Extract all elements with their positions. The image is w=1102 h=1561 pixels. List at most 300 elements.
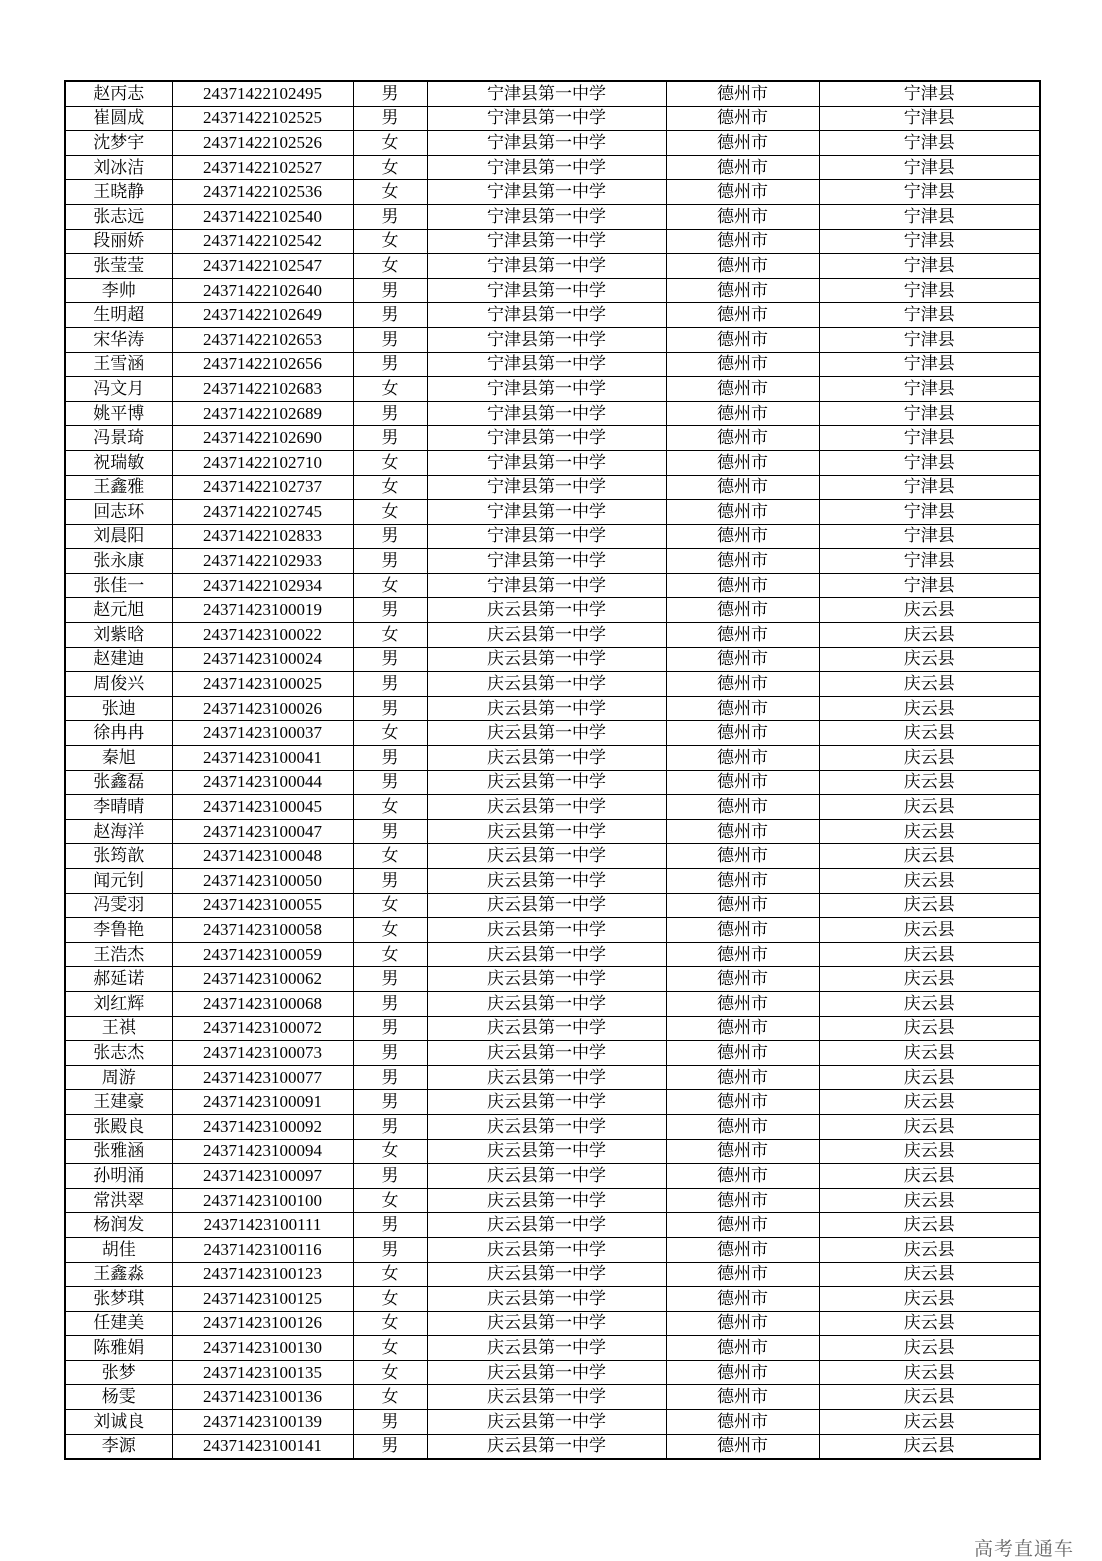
county-cell: 庆云县 — [819, 795, 1040, 820]
table-row — [65, 598, 1040, 623]
school-cell: 庆云县第一中学 — [427, 1041, 666, 1066]
school-cell: 庆云县第一中学 — [427, 1434, 666, 1459]
name-cell: 沈梦宇 — [65, 131, 172, 156]
county-cell: 庆云县 — [819, 1360, 1040, 1385]
id-cell: 24371423100097 — [172, 1164, 353, 1189]
county-cell: 宁津县 — [819, 131, 1040, 156]
table-row — [65, 401, 1040, 426]
county-cell: 宁津县 — [819, 204, 1040, 229]
table-row — [65, 352, 1040, 377]
table-row — [65, 893, 1040, 918]
school-cell: 宁津县第一中学 — [427, 229, 666, 254]
student-list-table — [64, 80, 1041, 1460]
id-cell: 24371422102640 — [172, 278, 353, 303]
id-cell: 24371423100125 — [172, 1287, 353, 1312]
gender-cell: 男 — [353, 1016, 427, 1041]
id-cell: 24371423100100 — [172, 1188, 353, 1213]
id-cell: 24371423100045 — [172, 795, 353, 820]
gender-cell: 女 — [353, 573, 427, 598]
name-cell: 王雪涵 — [65, 352, 172, 377]
city-cell: 德州市 — [666, 475, 819, 500]
gender-cell: 男 — [353, 1237, 427, 1262]
name-cell: 胡佳 — [65, 1237, 172, 1262]
id-cell: 24371423100094 — [172, 1139, 353, 1164]
school-cell: 庆云县第一中学 — [427, 819, 666, 844]
city-cell: 德州市 — [666, 327, 819, 352]
table-row — [65, 1065, 1040, 1090]
id-cell: 24371423100135 — [172, 1360, 353, 1385]
table-row — [65, 672, 1040, 697]
name-cell: 杨雯 — [65, 1385, 172, 1410]
table-row — [65, 1237, 1040, 1262]
school-cell: 庆云县第一中学 — [427, 967, 666, 992]
name-cell: 王鑫雅 — [65, 475, 172, 500]
county-cell: 庆云县 — [819, 1114, 1040, 1139]
name-cell: 王晓静 — [65, 180, 172, 205]
table-row — [65, 81, 1040, 106]
table-row — [65, 721, 1040, 746]
county-cell: 宁津县 — [819, 475, 1040, 500]
city-cell: 德州市 — [666, 844, 819, 869]
county-cell: 庆云县 — [819, 598, 1040, 623]
name-cell: 张志远 — [65, 204, 172, 229]
city-cell: 德州市 — [666, 770, 819, 795]
id-cell: 24371423100073 — [172, 1041, 353, 1066]
gender-cell: 男 — [353, 598, 427, 623]
gender-cell: 男 — [353, 524, 427, 549]
table-row — [65, 1336, 1040, 1361]
name-cell: 张佳一 — [65, 573, 172, 598]
name-cell: 姚平博 — [65, 401, 172, 426]
county-cell: 庆云县 — [819, 1213, 1040, 1238]
id-cell: 24371422102536 — [172, 180, 353, 205]
county-cell: 庆云县 — [819, 1139, 1040, 1164]
id-cell: 24371423100059 — [172, 942, 353, 967]
city-cell: 德州市 — [666, 893, 819, 918]
school-cell: 庆云县第一中学 — [427, 991, 666, 1016]
school-cell: 宁津县第一中学 — [427, 377, 666, 402]
city-cell: 德州市 — [666, 1287, 819, 1312]
id-cell: 24371422102689 — [172, 401, 353, 426]
id-cell: 24371422102710 — [172, 450, 353, 475]
county-cell: 宁津县 — [819, 352, 1040, 377]
school-cell: 庆云县第一中学 — [427, 942, 666, 967]
table-row — [65, 795, 1040, 820]
table-row — [65, 1090, 1040, 1115]
county-cell: 庆云县 — [819, 770, 1040, 795]
id-cell: 24371422102540 — [172, 204, 353, 229]
school-cell: 庆云县第一中学 — [427, 1360, 666, 1385]
county-cell: 宁津县 — [819, 401, 1040, 426]
school-cell: 宁津县第一中学 — [427, 426, 666, 451]
gender-cell: 女 — [353, 1336, 427, 1361]
school-cell: 庆云县第一中学 — [427, 770, 666, 795]
school-cell: 宁津县第一中学 — [427, 475, 666, 500]
id-cell: 24371422102745 — [172, 500, 353, 525]
school-cell: 宁津县第一中学 — [427, 573, 666, 598]
county-cell: 庆云县 — [819, 942, 1040, 967]
city-cell: 德州市 — [666, 1360, 819, 1385]
name-cell: 王浩杰 — [65, 942, 172, 967]
table-row — [65, 377, 1040, 402]
name-cell: 陈雅娟 — [65, 1336, 172, 1361]
table-row — [65, 942, 1040, 967]
table-row — [65, 278, 1040, 303]
school-cell: 庆云县第一中学 — [427, 1213, 666, 1238]
county-cell: 宁津县 — [819, 180, 1040, 205]
city-cell: 德州市 — [666, 254, 819, 279]
gender-cell: 男 — [353, 549, 427, 574]
name-cell: 李晴晴 — [65, 795, 172, 820]
name-cell: 赵元旭 — [65, 598, 172, 623]
city-cell: 德州市 — [666, 819, 819, 844]
county-cell: 庆云县 — [819, 819, 1040, 844]
gender-cell: 男 — [353, 352, 427, 377]
table-row — [65, 1262, 1040, 1287]
gender-cell: 女 — [353, 1287, 427, 1312]
school-cell: 庆云县第一中学 — [427, 844, 666, 869]
school-cell: 宁津县第一中学 — [427, 254, 666, 279]
id-cell: 24371423100048 — [172, 844, 353, 869]
city-cell: 德州市 — [666, 155, 819, 180]
school-cell: 宁津县第一中学 — [427, 155, 666, 180]
table-row — [65, 549, 1040, 574]
city-cell: 德州市 — [666, 377, 819, 402]
city-cell: 德州市 — [666, 1139, 819, 1164]
city-cell: 德州市 — [666, 942, 819, 967]
id-cell: 24371423100092 — [172, 1114, 353, 1139]
name-cell: 冯文月 — [65, 377, 172, 402]
city-cell: 德州市 — [666, 869, 819, 894]
id-cell: 24371423100136 — [172, 1385, 353, 1410]
gender-cell: 男 — [353, 991, 427, 1016]
id-cell: 24371423100058 — [172, 918, 353, 943]
school-cell: 宁津县第一中学 — [427, 204, 666, 229]
school-cell: 庆云县第一中学 — [427, 1188, 666, 1213]
county-cell: 宁津县 — [819, 524, 1040, 549]
county-cell: 庆云县 — [819, 844, 1040, 869]
id-cell: 24371423100050 — [172, 869, 353, 894]
id-cell: 24371422102833 — [172, 524, 353, 549]
school-cell: 庆云县第一中学 — [427, 1311, 666, 1336]
table-row — [65, 254, 1040, 279]
city-cell: 德州市 — [666, 229, 819, 254]
table-row — [65, 623, 1040, 648]
school-cell: 宁津县第一中学 — [427, 549, 666, 574]
gender-cell: 女 — [353, 254, 427, 279]
city-cell: 德州市 — [666, 1065, 819, 1090]
city-cell: 德州市 — [666, 549, 819, 574]
id-cell: 24371422102527 — [172, 155, 353, 180]
gender-cell: 男 — [353, 81, 427, 106]
name-cell: 张梦 — [65, 1360, 172, 1385]
table-row — [65, 426, 1040, 451]
city-cell: 德州市 — [666, 1090, 819, 1115]
name-cell: 生明超 — [65, 303, 172, 328]
table-row — [65, 573, 1040, 598]
table-row — [65, 1139, 1040, 1164]
name-cell: 周游 — [65, 1065, 172, 1090]
county-cell: 庆云县 — [819, 1164, 1040, 1189]
id-cell: 24371423100044 — [172, 770, 353, 795]
name-cell: 张梦琪 — [65, 1287, 172, 1312]
gender-cell: 男 — [353, 1434, 427, 1459]
name-cell: 张雅涵 — [65, 1139, 172, 1164]
id-cell: 24371423100026 — [172, 696, 353, 721]
county-cell: 庆云县 — [819, 1237, 1040, 1262]
county-cell: 宁津县 — [819, 155, 1040, 180]
school-cell: 宁津县第一中学 — [427, 180, 666, 205]
county-cell: 庆云县 — [819, 1016, 1040, 1041]
county-cell: 宁津县 — [819, 500, 1040, 525]
id-cell: 24371423100123 — [172, 1262, 353, 1287]
id-cell: 24371422102934 — [172, 573, 353, 598]
gender-cell: 女 — [353, 131, 427, 156]
table-row — [65, 1434, 1040, 1459]
gender-cell: 男 — [353, 819, 427, 844]
gender-cell: 男 — [353, 1114, 427, 1139]
gender-cell: 男 — [353, 1090, 427, 1115]
school-cell: 庆云县第一中学 — [427, 918, 666, 943]
county-cell: 宁津县 — [819, 254, 1040, 279]
county-cell: 庆云县 — [819, 1188, 1040, 1213]
id-cell: 24371423100077 — [172, 1065, 353, 1090]
name-cell: 王鑫淼 — [65, 1262, 172, 1287]
gender-cell: 女 — [353, 1188, 427, 1213]
school-cell: 庆云县第一中学 — [427, 746, 666, 771]
gender-cell: 女 — [353, 155, 427, 180]
city-cell: 德州市 — [666, 180, 819, 205]
city-cell: 德州市 — [666, 106, 819, 131]
name-cell: 张莹莹 — [65, 254, 172, 279]
name-cell: 杨润发 — [65, 1213, 172, 1238]
school-cell: 庆云县第一中学 — [427, 1262, 666, 1287]
county-cell: 庆云县 — [819, 1041, 1040, 1066]
id-cell: 24371422102526 — [172, 131, 353, 156]
city-cell: 德州市 — [666, 1114, 819, 1139]
name-cell: 刘诚良 — [65, 1410, 172, 1435]
name-cell: 赵丙志 — [65, 81, 172, 106]
table-row — [65, 500, 1040, 525]
name-cell: 冯景琦 — [65, 426, 172, 451]
table-row — [65, 918, 1040, 943]
gender-cell: 男 — [353, 672, 427, 697]
city-cell: 德州市 — [666, 746, 819, 771]
city-cell: 德州市 — [666, 500, 819, 525]
county-cell: 庆云县 — [819, 967, 1040, 992]
gender-cell: 男 — [353, 967, 427, 992]
table-row — [65, 869, 1040, 894]
county-cell: 宁津县 — [819, 426, 1040, 451]
gender-cell: 男 — [353, 303, 427, 328]
table-row — [65, 1041, 1040, 1066]
gender-cell: 男 — [353, 1410, 427, 1435]
city-cell: 德州市 — [666, 623, 819, 648]
county-cell: 庆云县 — [819, 696, 1040, 721]
gender-cell: 男 — [353, 278, 427, 303]
gender-cell: 女 — [353, 623, 427, 648]
name-cell: 郝延诺 — [65, 967, 172, 992]
county-cell: 庆云县 — [819, 1311, 1040, 1336]
name-cell: 刘紫晗 — [65, 623, 172, 648]
table-row — [65, 967, 1040, 992]
gender-cell: 男 — [353, 647, 427, 672]
city-cell: 德州市 — [666, 696, 819, 721]
id-cell: 24371422102495 — [172, 81, 353, 106]
county-cell: 宁津县 — [819, 450, 1040, 475]
county-cell: 庆云县 — [819, 991, 1040, 1016]
id-cell: 24371423100126 — [172, 1311, 353, 1336]
id-cell: 24371422102525 — [172, 106, 353, 131]
county-cell: 宁津县 — [819, 81, 1040, 106]
id-cell: 24371422102683 — [172, 377, 353, 402]
county-cell: 庆云县 — [819, 721, 1040, 746]
gender-cell: 女 — [353, 377, 427, 402]
school-cell: 庆云县第一中学 — [427, 647, 666, 672]
school-cell: 宁津县第一中学 — [427, 352, 666, 377]
city-cell: 德州市 — [666, 1213, 819, 1238]
city-cell: 德州市 — [666, 647, 819, 672]
county-cell: 庆云县 — [819, 1434, 1040, 1459]
id-cell: 24371423100139 — [172, 1410, 353, 1435]
city-cell: 德州市 — [666, 598, 819, 623]
school-cell: 宁津县第一中学 — [427, 278, 666, 303]
city-cell: 德州市 — [666, 991, 819, 1016]
table-row — [65, 991, 1040, 1016]
table-row — [65, 524, 1040, 549]
city-cell: 德州市 — [666, 524, 819, 549]
id-cell: 24371423100055 — [172, 893, 353, 918]
city-cell: 德州市 — [666, 1336, 819, 1361]
id-cell: 24371423100019 — [172, 598, 353, 623]
city-cell: 德州市 — [666, 1311, 819, 1336]
name-cell: 张筠歆 — [65, 844, 172, 869]
school-cell: 宁津县第一中学 — [427, 327, 666, 352]
city-cell: 德州市 — [666, 401, 819, 426]
gender-cell: 男 — [353, 869, 427, 894]
gender-cell: 女 — [353, 1385, 427, 1410]
city-cell: 德州市 — [666, 672, 819, 697]
gender-cell: 女 — [353, 1139, 427, 1164]
name-cell: 张鑫磊 — [65, 770, 172, 795]
county-cell: 宁津县 — [819, 229, 1040, 254]
gender-cell: 男 — [353, 1065, 427, 1090]
city-cell: 德州市 — [666, 81, 819, 106]
id-cell: 24371423100091 — [172, 1090, 353, 1115]
table-row — [65, 844, 1040, 869]
gender-cell: 男 — [353, 1164, 427, 1189]
name-cell: 张永康 — [65, 549, 172, 574]
school-cell: 庆云县第一中学 — [427, 1090, 666, 1115]
table-row — [65, 1311, 1040, 1336]
table-row — [65, 647, 1040, 672]
table-row — [65, 229, 1040, 254]
school-cell: 庆云县第一中学 — [427, 1065, 666, 1090]
gender-cell: 男 — [353, 1213, 427, 1238]
gender-cell: 女 — [353, 1262, 427, 1287]
gender-cell: 女 — [353, 450, 427, 475]
county-cell: 庆云县 — [819, 869, 1040, 894]
table-row — [65, 450, 1040, 475]
gender-cell: 男 — [353, 746, 427, 771]
school-cell: 庆云县第一中学 — [427, 1114, 666, 1139]
city-cell: 德州市 — [666, 278, 819, 303]
id-cell: 24371423100025 — [172, 672, 353, 697]
name-cell: 常洪翠 — [65, 1188, 172, 1213]
name-cell: 李鲁艳 — [65, 918, 172, 943]
gender-cell: 男 — [353, 426, 427, 451]
gender-cell: 男 — [353, 204, 427, 229]
id-cell: 24371423100116 — [172, 1237, 353, 1262]
city-cell: 德州市 — [666, 352, 819, 377]
county-cell: 宁津县 — [819, 303, 1040, 328]
name-cell: 回志环 — [65, 500, 172, 525]
id-cell: 24371422102656 — [172, 352, 353, 377]
name-cell: 祝瑞敏 — [65, 450, 172, 475]
gender-cell: 男 — [353, 327, 427, 352]
gender-cell: 女 — [353, 1360, 427, 1385]
table-row — [65, 1385, 1040, 1410]
name-cell: 张志杰 — [65, 1041, 172, 1066]
name-cell: 张殿良 — [65, 1114, 172, 1139]
id-cell: 24371423100024 — [172, 647, 353, 672]
city-cell: 德州市 — [666, 918, 819, 943]
gender-cell: 女 — [353, 795, 427, 820]
gender-cell: 女 — [353, 721, 427, 746]
name-cell: 冯雯羽 — [65, 893, 172, 918]
gender-cell: 女 — [353, 1311, 427, 1336]
school-cell: 宁津县第一中学 — [427, 131, 666, 156]
school-cell: 庆云县第一中学 — [427, 1139, 666, 1164]
table-row — [65, 475, 1040, 500]
gender-cell: 男 — [353, 106, 427, 131]
id-cell: 24371423100041 — [172, 746, 353, 771]
id-cell: 24371422102933 — [172, 549, 353, 574]
name-cell: 崔圆成 — [65, 106, 172, 131]
name-cell: 段丽娇 — [65, 229, 172, 254]
county-cell: 庆云县 — [819, 746, 1040, 771]
city-cell: 德州市 — [666, 303, 819, 328]
name-cell: 刘冰洁 — [65, 155, 172, 180]
id-cell: 24371422102547 — [172, 254, 353, 279]
city-cell: 德州市 — [666, 1164, 819, 1189]
county-cell: 宁津县 — [819, 106, 1040, 131]
name-cell: 周俊兴 — [65, 672, 172, 697]
name-cell: 刘晨阳 — [65, 524, 172, 549]
name-cell: 赵建迪 — [65, 647, 172, 672]
table-row — [65, 180, 1040, 205]
table-row — [65, 131, 1040, 156]
county-cell: 庆云县 — [819, 1410, 1040, 1435]
city-cell: 德州市 — [666, 1385, 819, 1410]
name-cell: 闻元钊 — [65, 869, 172, 894]
school-cell: 宁津县第一中学 — [427, 524, 666, 549]
table-row — [65, 155, 1040, 180]
city-cell: 德州市 — [666, 450, 819, 475]
county-cell: 庆云县 — [819, 1090, 1040, 1115]
table-row — [65, 303, 1040, 328]
table-row — [65, 819, 1040, 844]
gender-cell: 女 — [353, 500, 427, 525]
school-cell: 庆云县第一中学 — [427, 795, 666, 820]
name-cell: 张迪 — [65, 696, 172, 721]
school-cell: 宁津县第一中学 — [427, 500, 666, 525]
county-cell: 庆云县 — [819, 893, 1040, 918]
school-cell: 庆云县第一中学 — [427, 1336, 666, 1361]
county-cell: 宁津县 — [819, 573, 1040, 598]
city-cell: 德州市 — [666, 1434, 819, 1459]
name-cell: 刘红辉 — [65, 991, 172, 1016]
